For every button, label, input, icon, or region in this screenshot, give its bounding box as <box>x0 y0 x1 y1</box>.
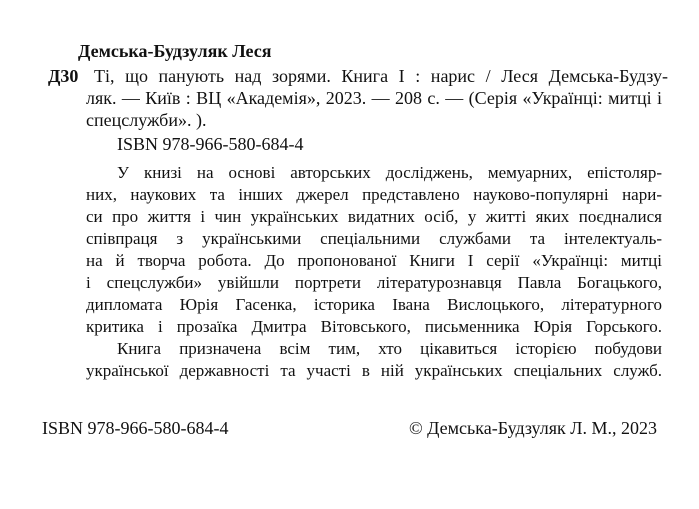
annotation-line-4: співпраця з українськими спеціальними службами та інтелектуаль- <box>86 229 662 248</box>
annotation-line-8: критика і прозаїка Дмитра Вітовського, письменника Юрія Горського. <box>86 317 662 336</box>
description-line-3: спецслужби». ). <box>86 110 207 130</box>
description-line-1: Ті, що панують над зорями. Книга І : нарис / Леся Демська-Будзу- <box>94 66 668 86</box>
record-isbn: ISBN 978-966-580-684-4 <box>117 134 304 154</box>
annotation-line-7: дипломата Юрія Гасенка, історика Івана Вислоцького, літературного <box>86 295 662 314</box>
annotation-line-2: них, наукових та інших джерел представлено науково-популярні нари- <box>86 185 662 204</box>
footer-isbn: ISBN 978-966-580-684-4 <box>42 418 229 438</box>
author-heading: Демська-Будзуляк Леся <box>78 41 272 61</box>
annotation-line-1: У книзі на основі авторських досліджень, мемуарних, епістоляр- <box>117 163 662 182</box>
annotation-line-9: Книга призначена всім тим, хто цікавиться історією побудови <box>117 339 662 358</box>
classification-code: Д30 <box>48 66 79 86</box>
footer-copyright: © Демська-Будзуляк Л. М., 2023 <box>408 418 657 438</box>
annotation-line-5: на й творча робота. До пропонованої Книги І серії «Українці: митці <box>86 251 662 270</box>
annotation-line-3: си про життя і чин українських видатних осіб, у житті яких поєдналися <box>86 207 662 226</box>
annotation-line-10: української державності та участі в ній українських спеціальних служб. <box>86 361 662 380</box>
description-line-2: ляк. — Київ : ВЦ «Академія», 2023. — 208 с. — (Серія «Українці: митці і <box>86 88 662 108</box>
annotation-line-6: і спецслужби» увійшли портрети літературознавця Павла Богацького, <box>86 273 662 292</box>
